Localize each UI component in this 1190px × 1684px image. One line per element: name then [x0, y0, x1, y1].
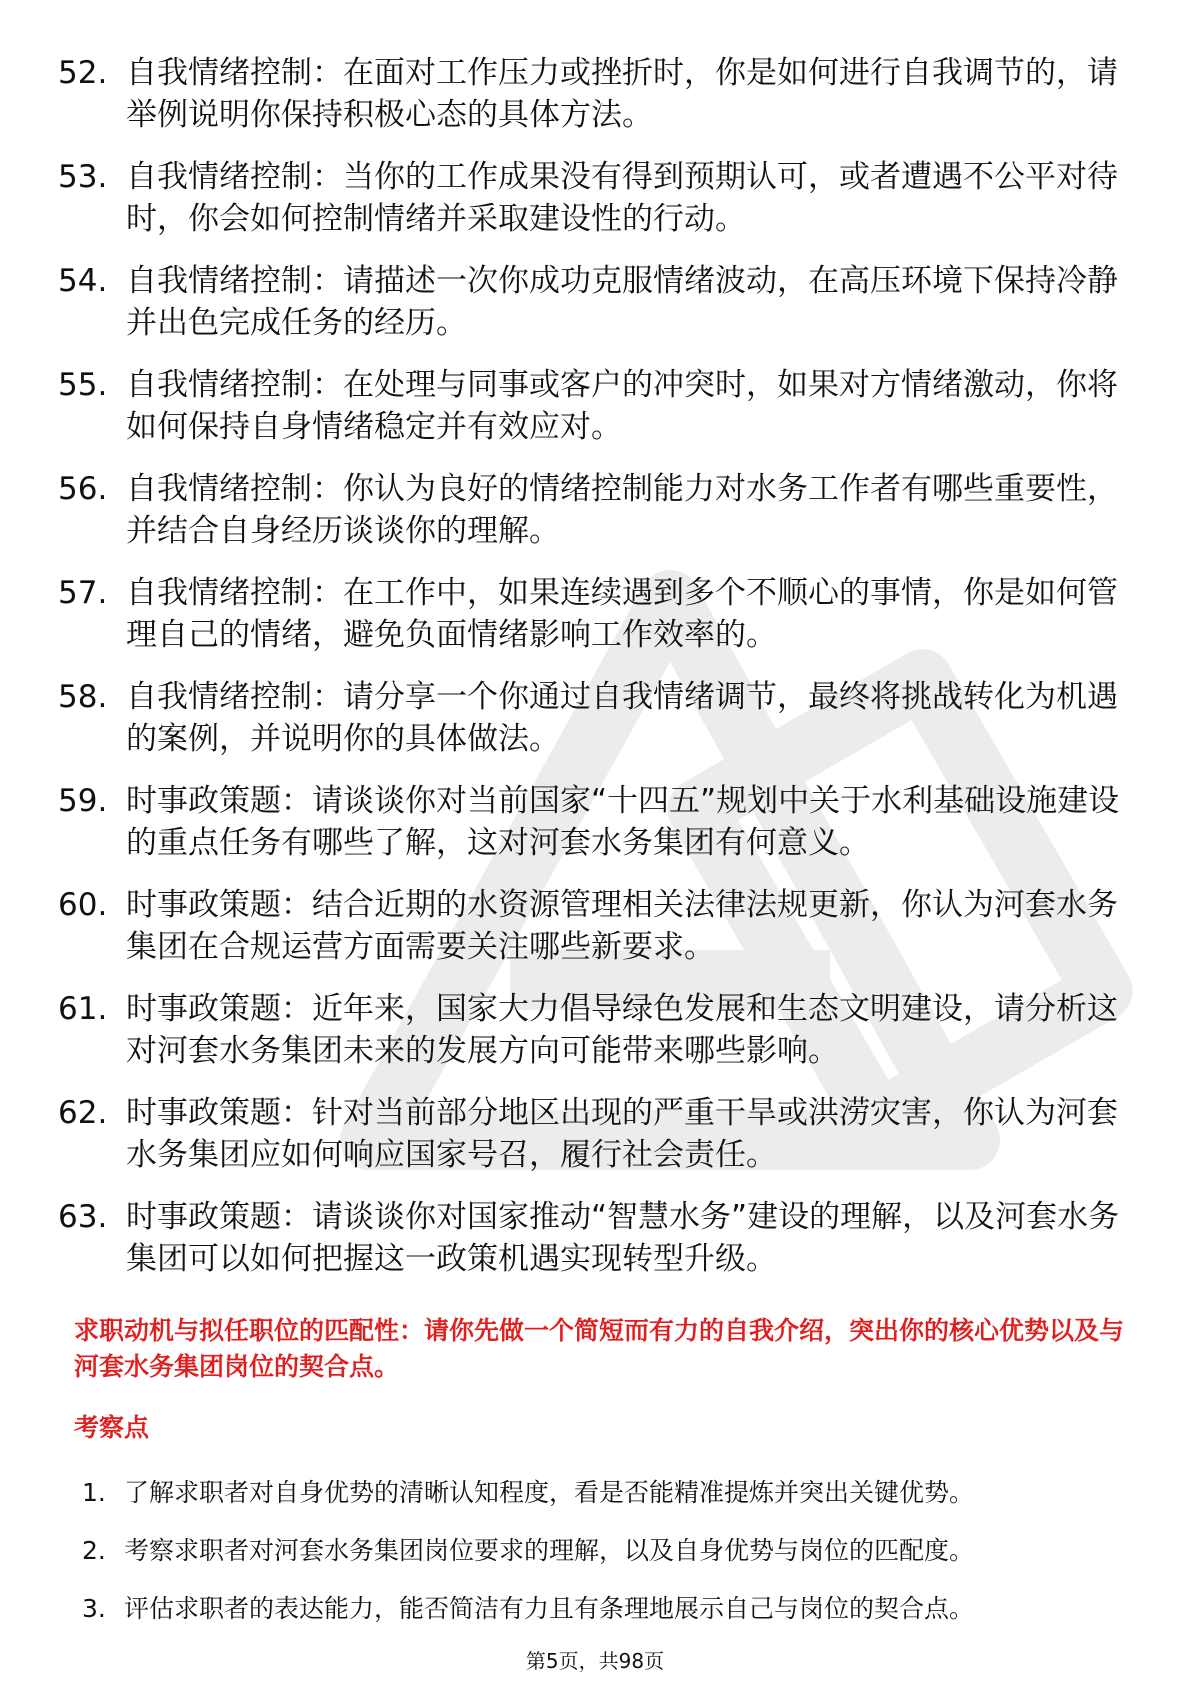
question-item	[58, 52, 1138, 136]
assessment-point	[82, 1476, 1142, 1510]
question-text: 时事政策题：请谈谈你对当前国家“十四五”规划中关于水利基础设施建设的重点任务有哪些了解，这对河套水务集团有何意义。	[126, 783, 1120, 861]
point-text: 了解求职者对自身优势的清晰认知程度，看是否能精准提炼并突出关键优势。	[124, 1478, 975, 1507]
point-number: 3.	[82, 1594, 106, 1623]
assessment-point	[82, 1592, 1142, 1626]
question-text: 自我情绪控制：请分享一个你通过自我情绪调节，最终将挑战转化为机遇的案例，并说明你的具体做法。	[126, 679, 1118, 757]
question-number: 61.	[58, 991, 108, 1027]
question-item	[58, 468, 1138, 552]
question-text: 自我情绪控制：在处理与同事或客户的冲突时，如果对方情绪激动，你将如何保持自身情绪稳定并有效应对。	[126, 367, 1118, 445]
question-text: 时事政策题：结合近期的水资源管理相关法律法规更新，你认为河套水务集团在合规运营方面需要关注哪些新要求。	[126, 887, 1118, 965]
question-item	[58, 676, 1138, 760]
point-text: 考察求职者对河套水务集团岗位要求的理解，以及自身优势与岗位的匹配度。	[124, 1536, 975, 1565]
point-number: 2.	[82, 1536, 106, 1565]
question-list	[58, 52, 1138, 1300]
assessment-points-list	[82, 1476, 1142, 1650]
question-item	[58, 780, 1138, 864]
question-item	[58, 156, 1138, 240]
point-text: 评估求职者的表达能力，能否简洁有力且有条理地展示自己与岗位的契合点。	[124, 1594, 975, 1623]
question-number: 59.	[58, 783, 108, 819]
page-footer: 第5页，共98页	[525, 1649, 665, 1673]
question-item	[58, 1196, 1138, 1280]
question-number: 56.	[58, 471, 108, 507]
question-item	[58, 260, 1138, 344]
section-title: 求职动机与拟任职位的匹配性：请你先做一个简短而有力的自我介绍，突出你的核心优势以及与河套水务集团岗位的契合点。	[74, 1316, 1125, 1381]
question-number: 52.	[58, 55, 108, 91]
question-item	[58, 884, 1138, 968]
question-item	[58, 988, 1138, 1072]
point-number: 1.	[82, 1478, 106, 1507]
question-text: 时事政策题：请谈谈你对国家推动“智慧水务”建设的理解，以及河套水务集团可以如何把握这一政策机遇实现转型升级。	[126, 1199, 1120, 1277]
question-number: 60.	[58, 887, 108, 923]
question-number: 57.	[58, 575, 108, 611]
question-number: 53.	[58, 159, 108, 195]
question-number: 55.	[58, 367, 108, 403]
question-number: 54.	[58, 263, 108, 299]
question-number: 58.	[58, 679, 108, 715]
question-item	[58, 364, 1138, 448]
question-text: 自我情绪控制：在面对工作压力或挫折时，你是如何进行自我调节的，请举例说明你保持积极心态的具体方法。	[126, 55, 1118, 133]
question-text: 自我情绪控制：当你的工作成果没有得到预期认可，或者遭遇不公平对待时，你会如何控制情绪并采取建设性的行动。	[126, 159, 1118, 237]
question-text: 自我情绪控制：请描述一次你成功克服情绪波动，在高压环境下保持冷静并出色完成任务的经历。	[126, 263, 1118, 341]
question-item	[58, 1092, 1138, 1176]
question-text: 时事政策题：针对当前部分地区出现的严重干旱或洪涝灾害，你认为河套水务集团应如何响应国家号召，履行社会责任。	[126, 1095, 1118, 1173]
question-text: 自我情绪控制：你认为良好的情绪控制能力对水务工作者有哪些重要性，并结合自身经历谈谈你的理解。	[126, 471, 1118, 549]
question-text: 时事政策题：近年来，国家大力倡导绿色发展和生态文明建设，请分析这对河套水务集团未来的发展方向可能带来哪些影响。	[126, 991, 1118, 1069]
assessment-point	[82, 1534, 1142, 1568]
assessment-points-heading: 考察点	[74, 1413, 150, 1442]
question-number: 62.	[58, 1095, 108, 1131]
question-text: 自我情绪控制：在工作中，如果连续遇到多个不顺心的事情，你是如何管理自己的情绪，避免负面情绪影响工作效率的。	[126, 575, 1118, 653]
question-number: 63.	[58, 1199, 108, 1235]
question-item	[58, 572, 1138, 656]
